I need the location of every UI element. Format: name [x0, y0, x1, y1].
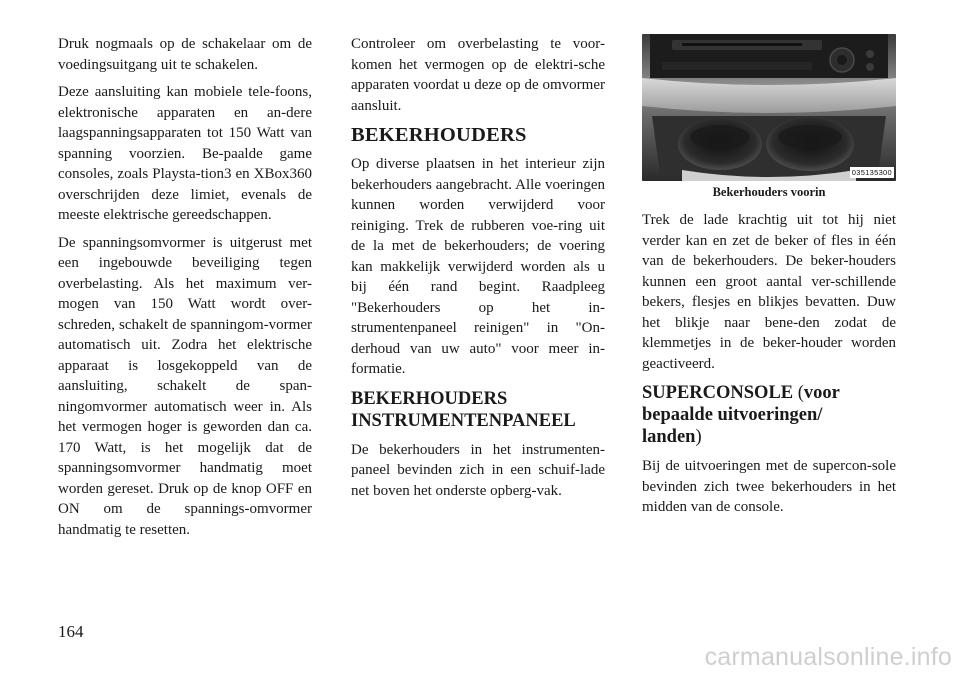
- text-column-3: [642, 34, 896, 525]
- figure-code: 035135300: [851, 168, 892, 177]
- heading-voor: voor: [803, 383, 840, 403]
- paragraph-cupholders-intro: Op diverse plaatsen in het interieur zijn bekerhouders aangebracht. Alle voeringen kunnen worden verwijderd voor reiniging. Trek de rubberen voe-ring uit de la met de bekerhouders; de voering kan makkelijk verwijderd worden als u bij één rand begint. Raadpleeg "Bekerhouders op het in-strumentenpaneel reinigen" in "On-derhoud van uw auto" voor meer in-formatie.: [351, 156, 605, 377]
- text-column-1: [58, 34, 312, 547]
- heading-line-2: INSTRUMENTENPANEEL: [351, 410, 576, 431]
- paragraph-switch-off: Druk nogmaals op de schakelaar om de voedingsuitgang uit te schakelen.: [58, 36, 312, 73]
- heading-landen: landen: [642, 427, 696, 447]
- figure-caption: Bekerhouders voorin: [712, 185, 826, 199]
- heading-open-paren: (: [797, 383, 804, 403]
- paragraph-superconsole: Bij de uitvoeringen met de supercon-sole bevinden zich twee bekerhouders in het midden van de console.: [642, 458, 896, 515]
- heading-bepaalde: bepaalde uitvoeringen/: [642, 405, 823, 425]
- cupholder-photo-illustration: [642, 34, 896, 181]
- paragraph-cupholders-location: De bekerhouders in het instrumenten-paneel bevinden zich in een schuif-lade net boven het onderste opberg-vak.: [351, 441, 605, 499]
- watermark[interactable]: carmanualsonline.info: [704, 643, 952, 671]
- heading-line-1: BEKERHOUDERS: [351, 388, 508, 409]
- heading-close-paren: ): [695, 427, 702, 447]
- heading-superconsole-title: SUPERCONSOLE: [642, 383, 794, 403]
- paragraph-pull-drawer: Trek de lade krachtig uit tot hij niet verder kan en zet de beker of fles in één van de bekerhouders. De beker-houders kunnen een groot aantal ver-schillende bekers, flesjes en blikjes bevatten. Duw het blikje naar bene-den zodat de klemmetjes in de beker-houder worden geactiveerd.: [642, 212, 896, 372]
- text-column-2: [351, 34, 605, 508]
- paragraph-check-power: Controleer om overbelasting te voor-komen het vermogen op de elektri-sche apparaten voordat u deze op de omvormer aansluit.: [351, 36, 605, 114]
- heading-bekerhouders: BEKERHOUDERS: [351, 124, 527, 146]
- heading-cupholders-instrument-panel: [351, 388, 605, 432]
- page-number: 164: [58, 622, 84, 641]
- cupholder-photo: [642, 34, 896, 181]
- paragraph-outlet-capacity: Deze aansluiting kan mobiele tele-foons, elektronische apparaten en an-dere laagspanningsapparaten tot 150 Watt van spanning voorzien. Be-paalde game consoles, zoals Playsta-tion3 en XBox360 overschrijden deze limiet, evenals de meeste elektrische gereedschappen.: [58, 84, 312, 223]
- paragraph-overload-protection: De spanningsomvormer is uitgerust met een ingebouwde beveiliging tegen overbelasting. Als het maximum ver-mogen van 150 Watt wordt over-schreden, schakelt de spanningom-vormer automatisch uit. Zodra het elektrische apparaat is losgekoppeld van de aansluiting, schakelt de span-ningomvormer automatisch weer in. Als het vermogen hoger is geworden dan ca. 170 Watt, is het mogelijk dat de spanningsomvormer handmatig moet worden gereset. Druk op de knop OFF en ON om de spannings-omvormer handmatig te resetten.: [58, 234, 312, 538]
- heading-superconsole: [642, 382, 896, 448]
